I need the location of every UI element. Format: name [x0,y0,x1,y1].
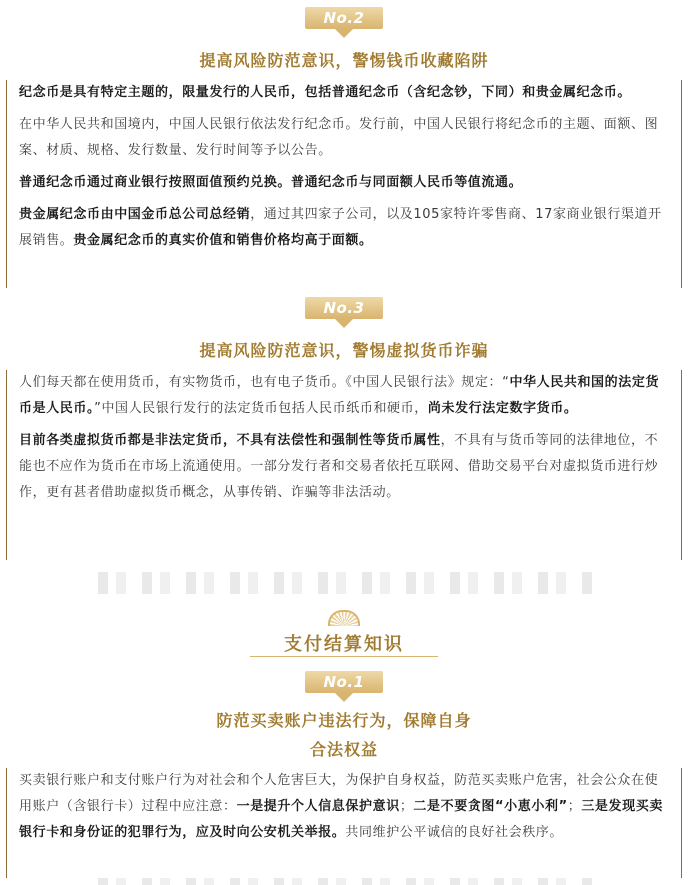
blurred-image-strip [90,572,600,594]
fan-ornament-icon [328,610,360,626]
paragraph [19,170,669,196]
section-badge-no2: No.2 [305,7,383,29]
bold-text-run: 尚未发行法定数字货币。 [427,401,578,416]
text-run: ； [399,799,414,814]
bold-text-run: 贵金属纪念币的真实价值和销售价格均高于面额。 [73,233,373,248]
paragraph [19,112,669,164]
bold-text-run: 三是发现买卖银行卡和身份证的犯罪行为，应及时向公安机关举报。 [19,799,663,840]
blurred-image-strip-bottom [90,878,600,885]
paragraph [19,768,669,846]
category-title: 支付结算知识 [284,634,404,655]
text-run: ； [567,799,582,814]
text-run: ，不具有与货币等同的法律地位，不能也不应作为货币在市场上流通使用。一部分发行者和交易者依托互联网、借助交易平台对虚拟货币进行炒作，更有甚者借助虚拟货币概念，从事传销、诈骗等非法活动。 [19,433,659,500]
text-run: 在中华人民共和国境内，中国人民银行依法发行纪念币。发行前，中国人民银行将纪念币的主题、面额、图案、材质、规格、发行数量、发行时间等予以公告。 [19,117,659,158]
paragraph-group [19,370,669,506]
paragraph [19,80,669,106]
content-box-account [6,768,682,878]
text-run: 买卖银行账户和支付账户行为对社会和个人危害巨大，为保护自身权益，防范买卖账户危害，社会公众在使用账户（含银行卡）过程中应注意： [19,773,659,814]
bold-text-run: 一是提升个人信息保护意识 [236,799,400,814]
section-heading-coin-collection: 提高风险防范意识，警惕钱币收藏陷阱 [199,51,489,70]
section-heading-virtual-currency: 提高风险防范意识，警惕虚拟货币诈骗 [199,341,489,360]
content-box-coin [6,80,682,288]
paragraph [19,202,669,254]
bold-text-run: 二是不要贪图“小恵小利” [413,799,568,814]
section-heading-account-line2: 合法权益 [309,740,378,759]
paragraph [19,370,669,422]
section-heading-account-line1: 防范买卖账户违法行为，保障自身 [216,711,472,730]
bold-text-run: 贵金属纪念币由中国金币总公司总经销 [19,207,251,222]
paragraph-group [19,80,669,254]
text-run: 共同维护公平诚信的良好社会秩序。 [345,825,564,840]
text-run: ，通过其四家子公司，以及105家特许零售商、17家商业银行渠道开展销售。 [19,207,662,248]
divider [250,656,438,657]
section-badge-no3: No.3 [305,297,383,319]
section-badge-no1: No.1 [305,671,383,693]
bold-text-run: 中华人民共和国的法定货币是人民币。 [19,375,660,416]
bold-text-run: 目前各类虚拟货币都是非法定货币，不具有法偿性和强制性等货币属性 [19,433,441,448]
paragraph [19,428,669,506]
bold-text-run: 普通纪念币通过商业银行按照面值预约兑换。普通纪念币与同面额人民币等值流通。 [19,175,523,190]
text-run: 人们每天都在使用货币，有实物货币，也有电子货币。《中国人民银行法》规定：“ [19,375,510,390]
text-run: ”中国人民银行发行的法定货币包括人民币纸币和硬币， [94,401,428,416]
bold-text-run: 纪念币是具有特定主题的，限量发行的人民币，包括普通纪念币（含纪念钞，下同）和贵金属纪念币。 [19,85,632,100]
content-box-virtual [6,370,682,560]
